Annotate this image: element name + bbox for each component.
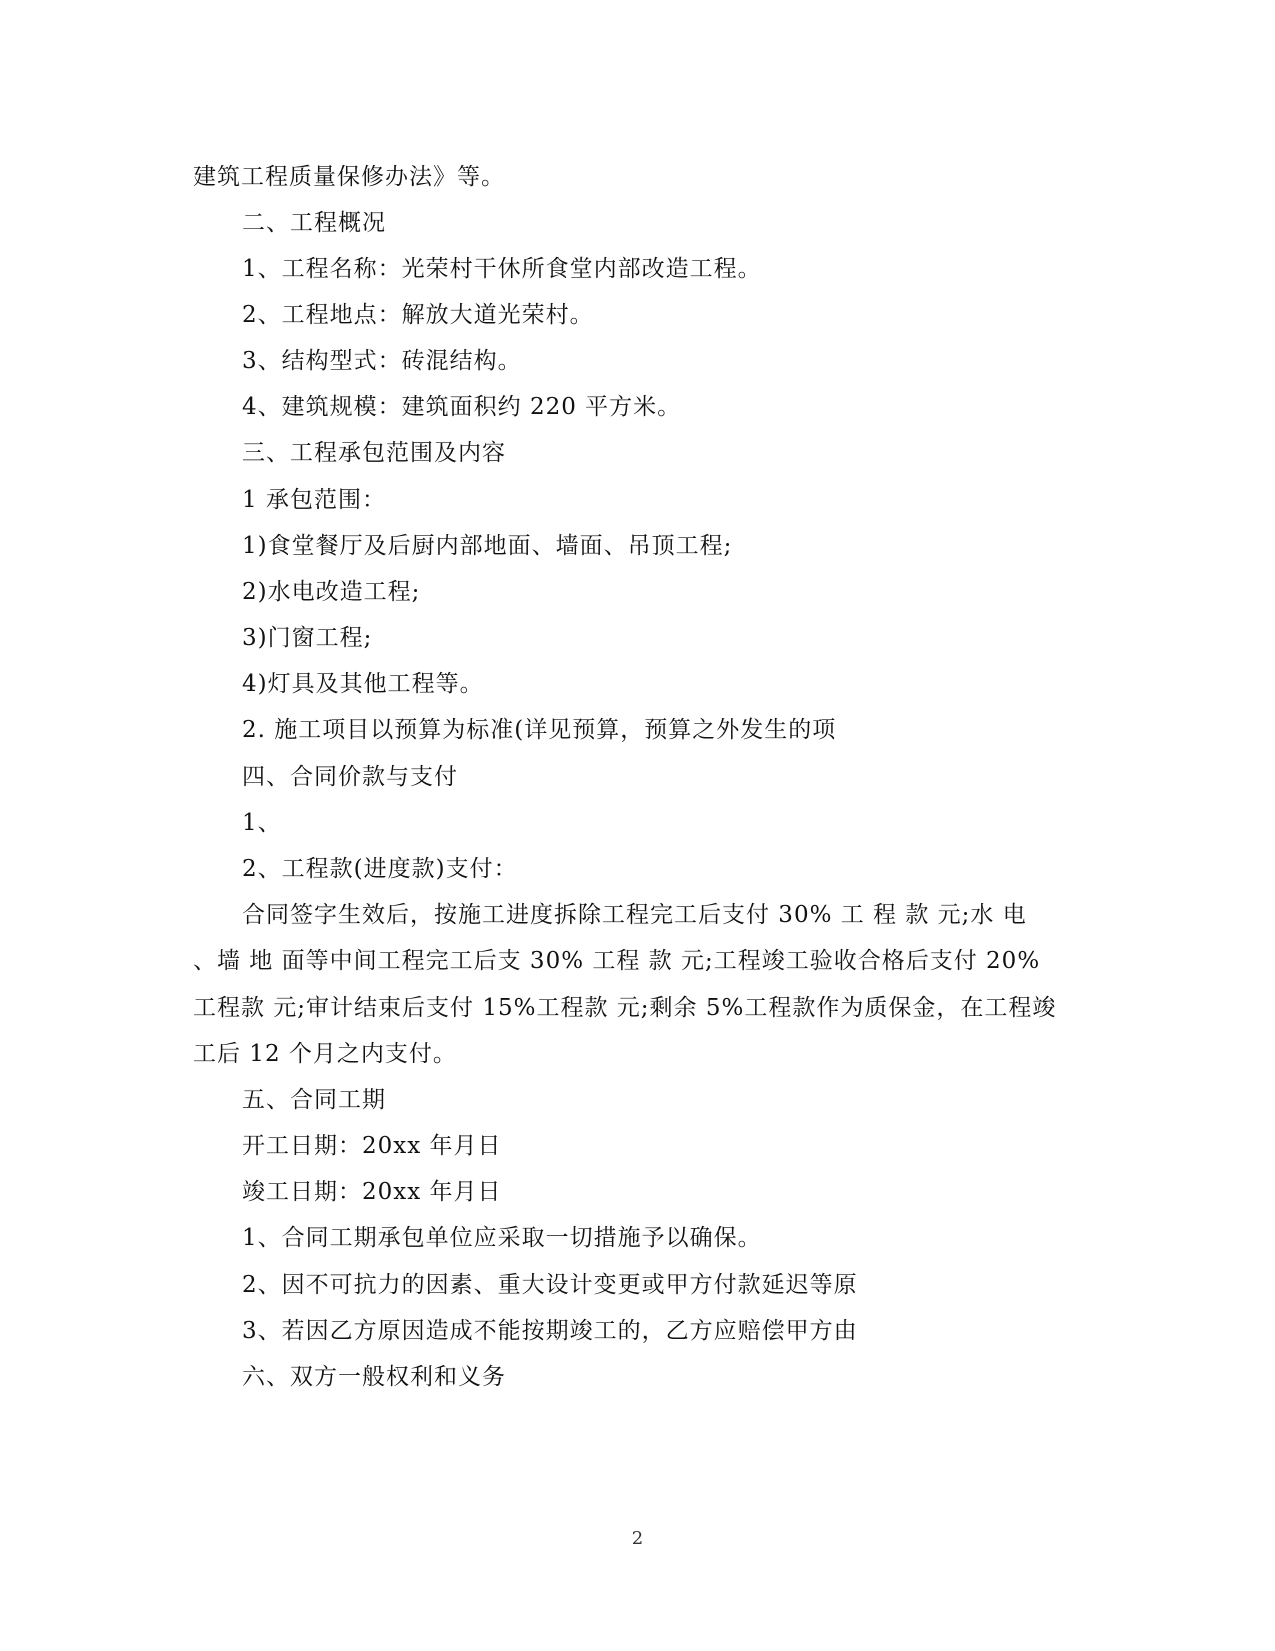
text-line-scope: 1 承包范围： [242, 487, 386, 513]
text-line-schedule-2: 2、因不可抗力的因素、重大设计变更或甲方付款延迟等原 [242, 1272, 858, 1298]
section-heading-2: 二、工程概况 [242, 210, 386, 236]
text-line-scope-item-3: 3)门窗工程; [242, 625, 373, 651]
text-line-budget: 2. 施工项目以预算为标准(详见预算，预算之外发生的项 [242, 717, 837, 743]
text-line-start-date: 开工日期：20xx 年月日 [242, 1133, 502, 1159]
text-line-payment-detail-1: 合同签字生效后，按施工进度拆除工程完工后支付 30% 工 程 款 元;水 电 [242, 902, 1027, 928]
text-line-payment-detail-3: 工程款 元;审计结束后支付 15%工程款 元;剩余 5%工程款作为质保金，在工程竣 [193, 995, 1057, 1021]
text-line-building-scale: 4、建筑规模：建筑面积约 220 平方米。 [242, 394, 682, 420]
text-line-structure-type: 3、结构型式：砖混结构。 [242, 348, 522, 374]
text-line-1: 建筑工程质量保修办法》等。 [193, 164, 505, 190]
text-line-schedule-3: 3、若因乙方原因造成不能按期竣工的，乙方应赔偿甲方由 [242, 1318, 858, 1344]
text-line-completion-date: 竣工日期：20xx 年月日 [242, 1179, 502, 1205]
text-line-scope-item-4: 4)灯具及其他工程等。 [242, 671, 484, 697]
section-heading-6: 六、双方一般权利和义务 [242, 1364, 506, 1390]
text-line-scope-item-1: 1)食堂餐厅及后厨内部地面、墙面、吊顶工程; [242, 533, 733, 559]
section-heading-4: 四、合同价款与支付 [242, 764, 458, 790]
page-number: 2 [631, 1528, 644, 1549]
text-line-project-name: 1、工程名称：光荣村干休所食堂内部改造工程。 [242, 256, 762, 282]
text-line-price-1: 1、 [242, 810, 282, 836]
section-heading-3: 三、工程承包范围及内容 [242, 440, 506, 466]
text-line-schedule-1: 1、合同工期承包单位应采取一切措施予以确保。 [242, 1225, 762, 1251]
section-heading-5: 五、合同工期 [242, 1087, 386, 1113]
text-line-scope-item-2: 2)水电改造工程; [242, 579, 421, 605]
text-line-payment-detail-2: 、墙 地 面等中间工程完工后支 30% 工程 款 元;工程竣工验收合格后支付 20% [193, 948, 1041, 974]
text-line-payment-detail-4: 工后 12 个月之内支付。 [193, 1041, 457, 1067]
text-line-project-location: 2、工程地点：解放大道光荣村。 [242, 302, 594, 328]
text-line-payment: 2、工程款(进度款)支付： [242, 856, 518, 882]
